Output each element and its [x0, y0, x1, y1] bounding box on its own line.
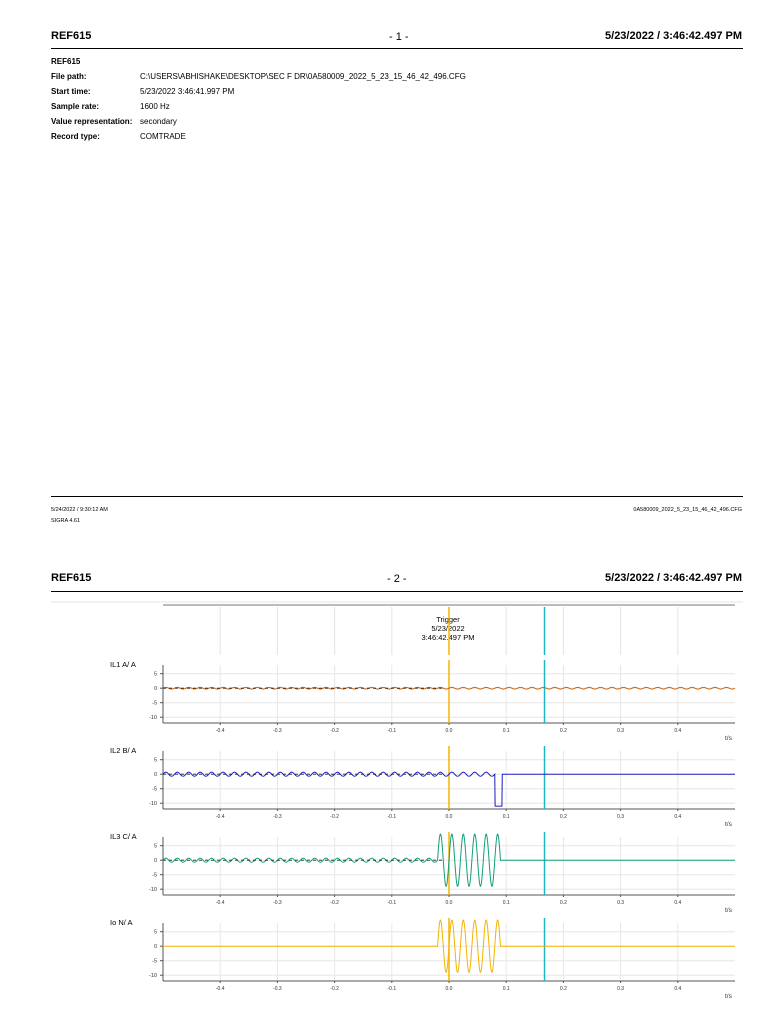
x-tick-label: 0.2: [559, 986, 567, 992]
y-tick-label: 0: [153, 686, 157, 693]
x-tick-label: 0.3: [617, 814, 625, 820]
channel-label: IL2 B/ A: [110, 746, 137, 755]
x-tick-label: 0.3: [617, 900, 625, 906]
info-label: Start time:: [51, 87, 91, 96]
x-tick-label: -0.1: [387, 986, 397, 992]
y-tick-label: -5: [152, 700, 157, 707]
x-unit-label: t/s: [725, 735, 732, 742]
x-tick-label: 0.4: [674, 814, 682, 820]
info-label: Record type:: [51, 132, 100, 141]
channel-panel: [110, 832, 735, 914]
y-tick-label: -5: [152, 786, 157, 793]
x-tick-label: -0.3: [273, 900, 282, 906]
x-tick-label: 0.2: [559, 900, 567, 906]
channel-panel: [110, 660, 735, 742]
page1-datetime: 5/23/2022 / 3:46:42.497 PM: [605, 30, 742, 42]
page1-page-number: - 1 -: [389, 31, 409, 43]
info-label: Sample rate:: [51, 102, 100, 111]
x-tick-label: 0.0: [445, 900, 453, 906]
trigger-date: 5/23/2022: [431, 624, 465, 633]
info-value: secondary: [140, 117, 177, 126]
y-tick-label: 0: [153, 944, 157, 951]
x-tick-label: 0.2: [559, 814, 567, 820]
x-tick-label: 0.1: [502, 814, 510, 820]
x-tick-label: -0.1: [387, 900, 397, 906]
x-tick-label: -0.2: [330, 814, 339, 820]
x-unit-label: t/s: [725, 821, 732, 828]
y-tick-label: 0: [153, 772, 157, 779]
waveform-chart: [0, 595, 768, 1020]
x-tick-label: 0.1: [502, 900, 510, 906]
y-tick-label: 5: [153, 929, 157, 936]
x-tick-label: -0.4: [215, 728, 225, 734]
x-tick-label: -0.1: [387, 814, 397, 820]
y-tick-label: 5: [153, 757, 157, 764]
info-label: Value representation:: [51, 117, 133, 126]
y-tick-label: -10: [149, 887, 157, 894]
channel-plots: [110, 660, 735, 1000]
info-value: 5/23/2022 3:46:41.997 PM: [140, 87, 235, 96]
x-tick-label: -0.2: [330, 900, 339, 906]
page2-page-number: - 2 -: [387, 573, 407, 585]
channel-label: IL1 A/ A: [110, 660, 136, 669]
x-tick-label: 0.0: [445, 986, 453, 992]
x-tick-label: -0.2: [330, 728, 339, 734]
channel-label: IL3 C/ A: [110, 832, 137, 841]
page1-header-rule: [51, 48, 743, 49]
x-tick-label: -0.4: [215, 986, 225, 992]
page2-datetime: 5/23/2022 / 3:46:42.497 PM: [605, 572, 742, 584]
x-unit-label: t/s: [725, 993, 732, 1000]
x-tick-label: 0.4: [674, 986, 682, 992]
software-version: SIGRA 4.61: [51, 518, 81, 524]
y-tick-label: -5: [152, 958, 157, 965]
y-tick-label: -5: [152, 872, 157, 879]
x-tick-label: 0.3: [617, 986, 625, 992]
trigger-label: Trigger: [436, 615, 460, 624]
channel-panel: [110, 746, 735, 828]
page1-footer-rule: [51, 496, 743, 497]
x-tick-label: -0.3: [273, 728, 282, 734]
footer-filename: 0A580009_2022_5_23_15_46_42_496.CFG: [633, 507, 742, 513]
page2-device-name: REF615: [51, 572, 92, 584]
x-tick-label: 0.4: [674, 728, 682, 734]
x-unit-label: t/s: [725, 907, 732, 914]
x-tick-label: 0.4: [674, 900, 682, 906]
x-tick-label: -0.3: [273, 814, 282, 820]
trigger-time: 3:46:42.497 PM: [421, 633, 475, 642]
x-tick-label: 0.3: [617, 728, 625, 734]
y-tick-label: -10: [149, 715, 157, 722]
x-tick-label: -0.2: [330, 986, 339, 992]
page1-device-name: REF615: [51, 30, 92, 42]
x-tick-label: -0.4: [215, 814, 225, 820]
info-label: File path:: [51, 72, 87, 81]
info-value: C:\USERS\ABHISHAKE\DESKTOP\SEC F DR\0A580009_2022_5_23_15_46_42_496.CFG: [140, 72, 466, 81]
x-tick-label: 0.1: [502, 986, 510, 992]
x-tick-label: 0.0: [445, 814, 453, 820]
y-tick-label: 0: [153, 858, 157, 865]
channel-panel: [110, 918, 735, 1000]
x-tick-label: 0.1: [502, 728, 510, 734]
info-value: 1600 Hz: [140, 102, 170, 111]
y-tick-label: -10: [149, 801, 157, 808]
x-tick-label: 0.0: [445, 728, 453, 734]
y-tick-label: -10: [149, 973, 157, 980]
info-value: COMTRADE: [140, 132, 186, 141]
page2-header-rule: [51, 591, 743, 592]
print-datetime: 5/24/2022 / 9:30:12 AM: [51, 507, 108, 513]
info-title: REF615: [51, 57, 81, 66]
x-tick-label: -0.1: [387, 728, 397, 734]
x-tick-label: -0.4: [215, 900, 225, 906]
y-tick-label: 5: [153, 671, 157, 678]
x-tick-label: -0.3: [273, 986, 282, 992]
x-tick-label: 0.2: [559, 728, 567, 734]
channel-label: Io N/ A: [110, 918, 133, 927]
y-tick-label: 5: [153, 843, 157, 850]
